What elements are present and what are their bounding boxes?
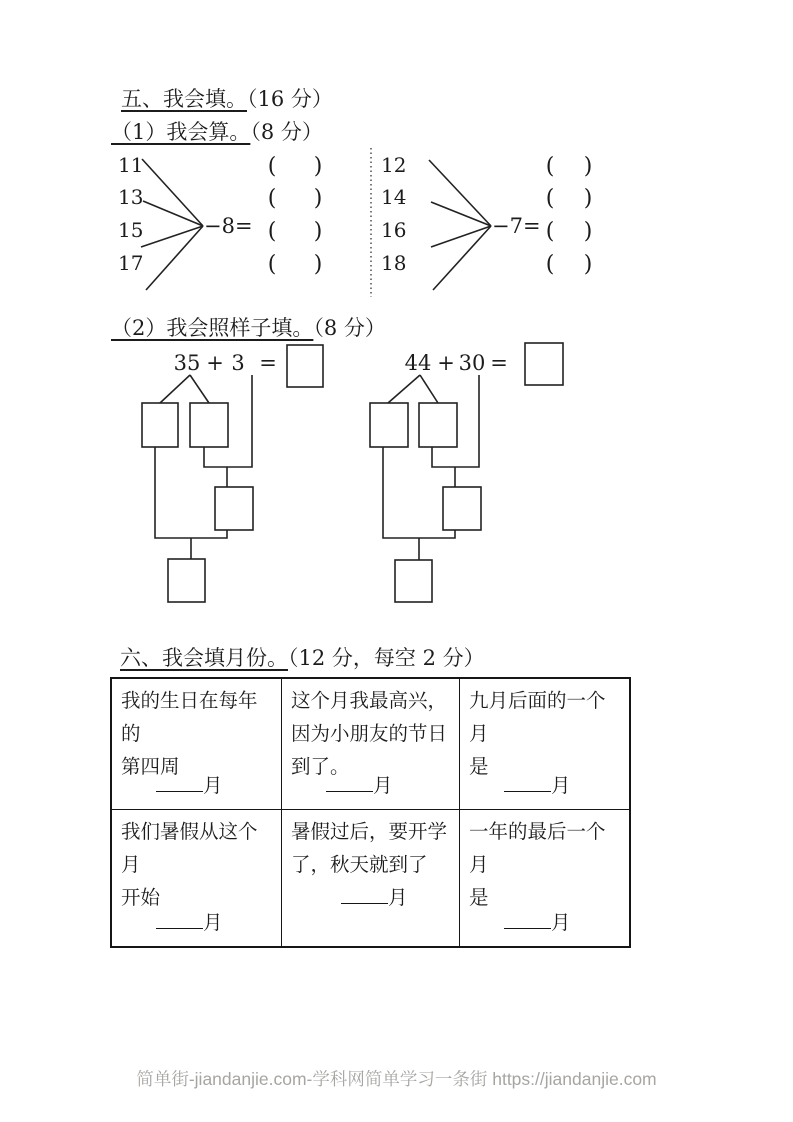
- subtraction-fans-figure: [100, 140, 610, 305]
- month-table-cell: [112, 679, 282, 810]
- plus-sign: +: [437, 351, 455, 375]
- cell-text-line: 暑假过后，要开学: [291, 820, 448, 843]
- answer-blank: [326, 769, 393, 802]
- right-fan-number-2: 14: [381, 185, 407, 209]
- answer-paren-open: (: [267, 154, 277, 179]
- month-unit-label: 月: [551, 911, 571, 934]
- left-fan-number-2: 13: [118, 185, 144, 209]
- branch-line: [420, 375, 438, 403]
- part2-score: （8 分）: [313, 316, 386, 340]
- fan-line: [429, 160, 491, 226]
- right-answer-parens: [546, 154, 593, 277]
- answer-paren-open: (: [267, 219, 277, 244]
- section5-title: 五、我会填。: [121, 87, 247, 111]
- answer-paren-close: ): [313, 154, 323, 179]
- watermark-footer: 简单街-jiandanjie.com-学科网简单学习一条街 https://jiandanjie.com: [136, 1069, 657, 1089]
- cell-text-line: 九月后面的一个月: [469, 689, 606, 745]
- cell-text-line: 到了。: [291, 755, 350, 778]
- blank-underline: [156, 908, 203, 929]
- final-sum-box: [168, 559, 205, 602]
- left-answer-parens: [268, 154, 323, 277]
- blank-underline: [156, 771, 203, 792]
- answer-paren-close: ): [583, 154, 593, 179]
- decompose-box-ones: [419, 403, 457, 447]
- month-unit-label: 月: [203, 911, 223, 934]
- answer-paren-close: ): [583, 252, 593, 277]
- section5-heading: [121, 86, 333, 112]
- cell-text-line: 我们暑假从这个月: [121, 820, 258, 876]
- part1-title: （1）我会算。: [111, 120, 251, 144]
- answer-box: [525, 343, 563, 385]
- answer-paren-open: (: [267, 252, 277, 277]
- answer-blank: [341, 881, 453, 914]
- left-fan-lines: [141, 159, 203, 290]
- month-table: [110, 677, 631, 948]
- part2-heading: [111, 315, 386, 341]
- branch-line: [190, 375, 209, 403]
- addend-1: 35: [173, 351, 201, 375]
- fan-line: [143, 201, 203, 226]
- partial-sum-box: [215, 487, 253, 530]
- branch-line: [160, 375, 190, 403]
- answer-paren-close: ): [583, 219, 593, 244]
- blank-underline: [341, 883, 388, 904]
- fan-line: [431, 202, 491, 226]
- answer-paren-open: (: [545, 154, 555, 179]
- cell-text-line: 我的生日在每年的: [121, 689, 258, 745]
- addend-1: 44: [404, 351, 432, 375]
- decomposition-trees-figure: [110, 340, 580, 610]
- cell-text-line: 是: [469, 886, 489, 909]
- connector-line: [383, 447, 455, 538]
- tree-problem-2: [370, 343, 563, 602]
- cell-text-line: 这个月我最高兴，: [291, 689, 448, 712]
- right-fan-number-4: 18: [381, 251, 407, 275]
- cell-text-line: 开始: [121, 886, 161, 909]
- month-table-cell: [460, 679, 629, 810]
- month-unit-label: 月: [388, 886, 408, 909]
- answer-paren-open: (: [545, 186, 555, 211]
- equals-sign: =: [259, 351, 277, 375]
- left-fan-operation: −8=: [204, 214, 253, 238]
- month-table-cell: [282, 810, 460, 946]
- month-table-cell: [460, 810, 629, 946]
- cell-text-line: 第四周: [121, 755, 180, 778]
- section5-score: （16 分）: [247, 87, 333, 111]
- cell-text-line: 因为小朋友的节日: [291, 722, 448, 745]
- blank-underline: [326, 771, 373, 792]
- part2-title: （2）我会照样子填。: [111, 316, 314, 340]
- equals-sign: =: [490, 351, 508, 375]
- branch-line: [388, 375, 420, 403]
- section6-score: （12 分，每空 2 分）: [288, 646, 485, 670]
- cell-text-line: 了，秋天就到了: [291, 853, 428, 876]
- left-fan-numbers: [118, 153, 143, 275]
- answer-blank: [156, 769, 223, 802]
- answer-paren-open: (: [545, 252, 555, 277]
- final-sum-box: [395, 560, 432, 602]
- part1-score: （8 分）: [250, 120, 323, 144]
- fan-line: [142, 159, 203, 226]
- right-fan-operation: −7=: [492, 214, 541, 238]
- month-unit-label: 月: [551, 774, 571, 797]
- answer-paren-open: (: [545, 219, 555, 244]
- partial-sum-box: [443, 487, 481, 530]
- left-fan-number-3: 15: [118, 218, 144, 242]
- answer-box: [287, 345, 323, 387]
- month-unit-label: 月: [373, 774, 393, 797]
- left-fan-number-1: 11: [118, 153, 144, 177]
- addend-2: 3: [231, 351, 245, 375]
- cell-text-line: 是: [469, 755, 489, 778]
- right-fan-number-1: 12: [381, 153, 407, 177]
- connector-line: [155, 447, 227, 538]
- month-unit-label: 月: [203, 774, 223, 797]
- section6-heading: [120, 645, 485, 671]
- blank-underline: [504, 908, 551, 929]
- decompose-box-tens: [142, 403, 178, 447]
- answer-paren-close: ): [313, 252, 323, 277]
- section6-title: 六、我会填月份。: [120, 646, 288, 670]
- left-fan-number-4: 17: [118, 251, 144, 275]
- right-fan-number-3: 16: [381, 218, 407, 242]
- decompose-box-tens: [370, 403, 408, 447]
- answer-paren-open: (: [267, 186, 277, 211]
- connector-line: [432, 375, 479, 467]
- month-table-cell: [282, 679, 460, 810]
- answer-blank: [156, 906, 223, 939]
- answer-blank: [504, 906, 571, 939]
- plus-sign: +: [206, 351, 224, 375]
- cell-text-line: 一年的最后一个月: [469, 820, 606, 876]
- answer-blank: [504, 769, 571, 802]
- right-fan-lines: [429, 160, 491, 290]
- tree-problem-1: [142, 345, 323, 602]
- decompose-box-ones: [190, 403, 228, 447]
- blank-underline: [504, 771, 551, 792]
- answer-paren-close: ): [313, 219, 323, 244]
- answer-paren-close: ): [313, 186, 323, 211]
- month-table-cell: [112, 810, 282, 946]
- right-fan-numbers: [381, 153, 406, 275]
- answer-paren-close: ): [583, 186, 593, 211]
- addend-2: 30: [458, 351, 486, 375]
